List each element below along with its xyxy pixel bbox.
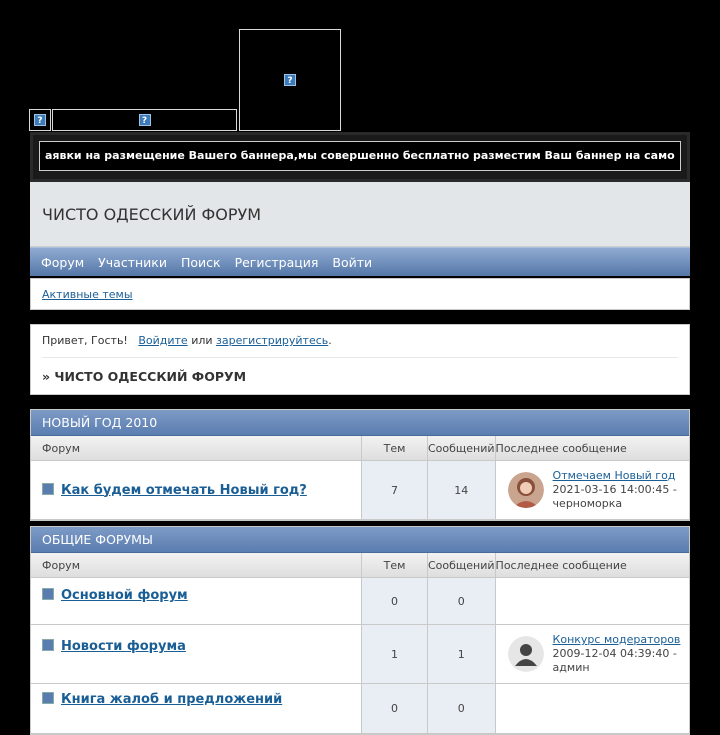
wide-image-placeholder[interactable] bbox=[52, 109, 237, 131]
nav-register[interactable]: Регистрация bbox=[234, 254, 319, 270]
posts-count: 14 bbox=[428, 461, 496, 520]
forum-table bbox=[31, 553, 689, 734]
forum-cell bbox=[31, 625, 362, 684]
table-row bbox=[31, 684, 689, 734]
greeting-text: Привет, Гость! bbox=[42, 334, 128, 347]
col-topics: Тем bbox=[362, 553, 428, 578]
broken-image-icon: ? bbox=[34, 114, 46, 126]
user-avatar[interactable] bbox=[508, 636, 544, 672]
forum-cell bbox=[31, 578, 362, 625]
forum-status-icon bbox=[42, 483, 54, 495]
table-row bbox=[31, 625, 689, 684]
nav-members[interactable]: Участники bbox=[98, 254, 167, 270]
col-last-post: Последнее сообщение bbox=[495, 553, 689, 578]
category-general bbox=[30, 526, 690, 735]
announcement-marquee: аявки на размещение Вашего баннера,мы совершенно бесплатно разместим Ваш баннер на само bbox=[39, 141, 681, 171]
topics-count: 0 bbox=[362, 578, 428, 625]
user-avatar[interactable] bbox=[508, 472, 544, 508]
col-forum: Форум bbox=[31, 436, 362, 461]
last-post-cell bbox=[495, 625, 689, 684]
category-new-year bbox=[30, 409, 690, 521]
posts-count: 0 bbox=[428, 684, 496, 734]
last-post-cell bbox=[495, 578, 689, 625]
forum-table bbox=[31, 436, 689, 520]
col-last-post: Последнее сообщение bbox=[495, 436, 689, 461]
last-post-date: 2009-12-04 04:39:40 - bbox=[552, 647, 677, 660]
table-row bbox=[31, 461, 689, 520]
topics-count: 0 bbox=[362, 684, 428, 734]
last-post-date: 2021-03-16 14:00:45 - bbox=[552, 483, 677, 496]
topics-count: 7 bbox=[362, 461, 428, 520]
last-post-cell bbox=[495, 684, 689, 734]
col-posts: Сообщений bbox=[428, 553, 496, 578]
register-link[interactable]: зарегистрируйтесь bbox=[216, 334, 329, 347]
forum-link[interactable]: Новости форума bbox=[61, 639, 186, 654]
small-image-placeholder[interactable] bbox=[29, 109, 51, 131]
period-text: . bbox=[328, 334, 332, 347]
last-post-user: черноморка bbox=[552, 497, 623, 510]
col-posts: Сообщений bbox=[428, 436, 496, 461]
category-title: НОВЫЙ ГОД 2010 bbox=[31, 410, 689, 436]
last-post-user: админ bbox=[552, 661, 590, 674]
broken-image-icon: ? bbox=[284, 74, 296, 86]
sub-nav bbox=[30, 278, 690, 310]
topics-count: 1 bbox=[362, 625, 428, 684]
posts-count: 0 bbox=[428, 578, 496, 625]
table-header-row bbox=[31, 553, 689, 578]
forum-link[interactable]: Основной форум bbox=[61, 588, 188, 603]
or-text: или bbox=[191, 334, 213, 347]
nav-search[interactable]: Поиск bbox=[180, 254, 221, 270]
forum-link[interactable]: Как будем отмечать Новый год? bbox=[61, 482, 307, 498]
active-topics-link[interactable]: Активные темы bbox=[42, 288, 133, 301]
welcome-box bbox=[30, 324, 690, 395]
col-topics: Тем bbox=[362, 436, 428, 461]
nav-forum[interactable]: Форум bbox=[41, 254, 85, 270]
login-link[interactable]: Войдите bbox=[138, 334, 188, 347]
forum-status-icon bbox=[42, 639, 54, 651]
last-post-cell bbox=[495, 461, 689, 520]
last-post-link[interactable]: Конкурс модераторов bbox=[552, 633, 681, 646]
announcement-bar bbox=[30, 132, 690, 182]
table-header-row bbox=[31, 436, 689, 461]
forum-status-icon bbox=[42, 588, 54, 600]
breadcrumb: » ЧИСТО ОДЕССКИЙ ФОРУМ bbox=[42, 369, 247, 384]
forum-cell bbox=[31, 684, 362, 734]
nav-login[interactable]: Войти bbox=[332, 254, 373, 270]
site-header bbox=[30, 182, 690, 247]
forum-link[interactable]: Книга жалоб и предложений bbox=[61, 692, 283, 707]
banner-image-placeholder[interactable] bbox=[239, 29, 341, 131]
welcome-line bbox=[42, 325, 678, 358]
table-row bbox=[31, 578, 689, 625]
main-nav bbox=[30, 247, 690, 276]
site-title: ЧИСТО ОДЕССКИЙ ФОРУМ bbox=[42, 205, 262, 224]
posts-count: 1 bbox=[428, 625, 496, 684]
forum-cell bbox=[31, 461, 362, 520]
last-post-link[interactable]: Отмечаем Новый год bbox=[552, 469, 676, 482]
page-wrapper bbox=[30, 132, 690, 735]
forum-status-icon bbox=[42, 692, 54, 704]
category-title: ОБЩИЕ ФОРУМЫ bbox=[31, 527, 689, 553]
col-forum: Форум bbox=[31, 553, 362, 578]
broken-image-icon: ? bbox=[139, 114, 151, 126]
